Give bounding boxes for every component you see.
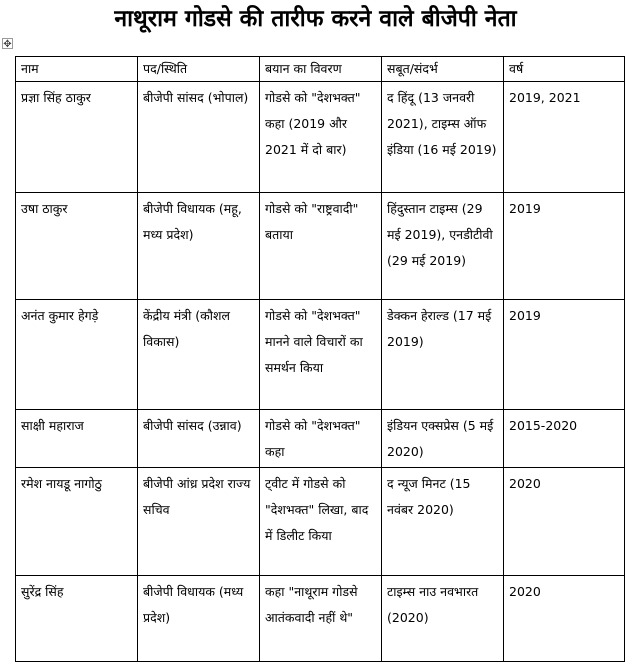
table-row: [16, 576, 625, 662]
cell-source: इंडियन एक्सप्रेस (5 मई 2020): [382, 410, 504, 468]
cell-statement: कहा "नाथूराम गोडसे आतंकवादी नहीं थे": [260, 576, 382, 662]
cell-year: 2019: [504, 193, 625, 300]
header-year: वर्ष: [504, 57, 625, 82]
cell-post: बीजेपी विधायक (मध्य प्रदेश): [138, 576, 260, 662]
cell-name: साक्षी महाराज: [16, 410, 138, 468]
cell-year: 2020: [504, 468, 625, 576]
header-source: सबूत/संदर्भ: [382, 57, 504, 82]
cell-source: टाइम्स नाउ नवभारत (2020): [382, 576, 504, 662]
document-title: नाथूराम गोडसे की तारीफ करने वाले बीजेपी नेता: [114, 6, 517, 32]
table-row: [16, 468, 625, 576]
header-statement: बयान का विवरण: [260, 57, 382, 82]
cell-year: 2019, 2021: [504, 82, 625, 193]
cell-post: बीजेपी आंध्र प्रदेश राज्य सचिव: [138, 468, 260, 576]
cell-post: बीजेपी सांसद (भोपाल): [138, 82, 260, 193]
cell-year: 2015-2020: [504, 410, 625, 468]
cell-name: सुरेंद्र सिंह: [16, 576, 138, 662]
leaders-table: [15, 56, 625, 662]
header-name: नाम: [16, 57, 138, 82]
cell-source: द न्यूज मिनट (15 नवंबर 2020): [382, 468, 504, 576]
cell-year: 2019: [504, 300, 625, 410]
move-arrows-icon[interactable]: ✥: [3, 39, 12, 50]
table-row: [16, 193, 625, 300]
header-post: पद/स्थिति: [138, 57, 260, 82]
cell-post: केंद्रीय मंत्री (कौशल विकास): [138, 300, 260, 410]
cell-statement: गोडसे को "देशभक्त" मानने वाले विचारों का समर्थन किया: [260, 300, 382, 410]
cell-name: उषा ठाकुर: [16, 193, 138, 300]
table-row: [16, 410, 625, 468]
cell-source: हिंदुस्तान टाइम्स (29 मई 2019), एनडीटीवी (29 मई 2019): [382, 193, 504, 300]
cell-statement: गोडसे को "देशभक्त" कहा (2019 और 2021 में दो बार): [260, 82, 382, 193]
cell-source: द हिंदू (13 जनवरी 2021), टाइम्स ऑफ इंडिया (16 मई 2019): [382, 82, 504, 193]
cell-post: बीजेपी सांसद (उन्नाव): [138, 410, 260, 468]
cell-statement: गोडसे को "राष्ट्रवादी" बताया: [260, 193, 382, 300]
table-row: [16, 300, 625, 410]
cell-statement: ट्वीट में गोडसे को "देशभक्त" लिखा, बाद में डिलीट किया: [260, 468, 382, 576]
cell-name: अनंत कुमार हेगड़े: [16, 300, 138, 410]
cell-statement: गोडसे को "देशभक्त" कहा: [260, 410, 382, 468]
cell-post: बीजेपी विधायक (महू, मध्य प्रदेश): [138, 193, 260, 300]
table-header-row: [16, 57, 625, 82]
cell-name: प्रज्ञा सिंह ठाकुर: [16, 82, 138, 193]
cell-name: रमेश नायडू नागोठु: [16, 468, 138, 576]
table-row: [16, 82, 625, 193]
cell-source: डेक्कन हेराल्ड (17 मई 2019): [382, 300, 504, 410]
cell-year: 2020: [504, 576, 625, 662]
